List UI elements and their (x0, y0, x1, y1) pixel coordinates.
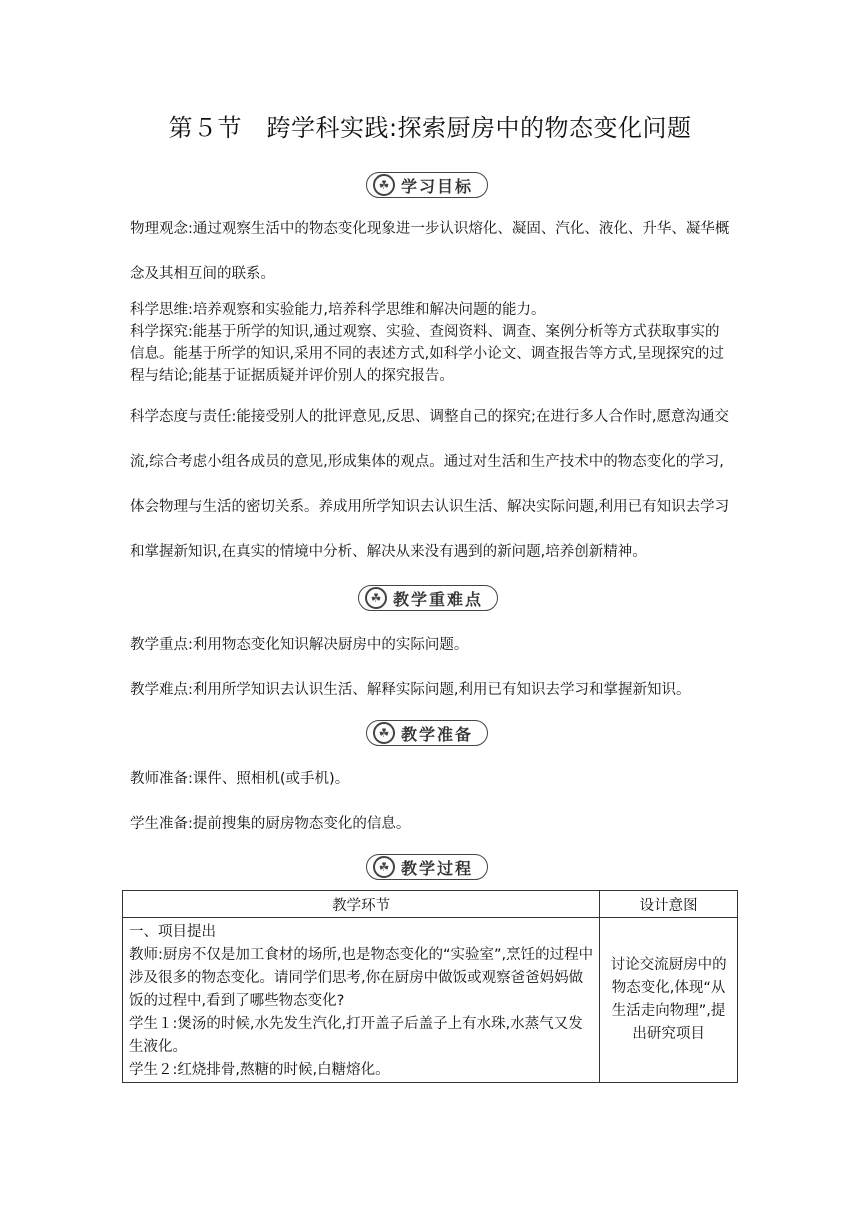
table-header-row (123, 891, 738, 918)
preparation-student: 学生准备:提前搜集的厨房物态变化的信息。 (130, 816, 411, 832)
section-title: 学习目标 (401, 176, 474, 196)
preparation-teacher: 教师准备:课件、照相机(或手机)。 (130, 771, 350, 787)
header-teaching-step: 教学环节 (123, 891, 600, 918)
book-icon: ☘ (373, 722, 395, 744)
header-design-intent: 设计意图 (600, 891, 738, 918)
design-intent-cell: 讨论交流厨房中的物态变化,体现“从生活走向物理”,提出研究项目 (600, 918, 738, 1083)
page-title: 第５节 跨学科实践:探索厨房中的物态变化问题 (168, 114, 692, 142)
teaching-step-cell (123, 918, 600, 1083)
objective-attitude: 科学态度与责任:能接受别人的批评意见,反思、调整自己的探究;在进行多人合作时,愿意沟通交流,综合考虑小组各成员的意见,形成集体的观点。通过对生活和生产技术中的物态变化的学习,体会物理与生活的密切关系。养成用所学知识去认识生活、解决实际问题,利用已有知识去学习和掌握新知识,在真实的情境中分析、解决从来没有遇到的新问题,培养创新精神。 (130, 409, 730, 560)
student-answer-2: 学生２:红烧排骨,熬糖的时候,白糖熔化。 (129, 1062, 390, 1078)
section-title: 教学重难点 (393, 589, 484, 609)
table-row (123, 918, 738, 1083)
step-heading: 一、项目提出 (129, 924, 216, 940)
key-point-difficulty: 教学难点:利用所学知识去认识生活、解释实际问题,利用已有知识去学习和掌握新知识。 (130, 682, 691, 698)
book-icon: ☘ (373, 174, 395, 196)
section-badge-objectives (366, 172, 488, 198)
section-badge-key-points (358, 585, 498, 611)
objective-science-inquiry: 科学探究:能基于所学的知识,通过观察、实验、查阅资料、调查、案例分析等方式获取事实的信息。能基于所学的知识,采用不同的表述方式,如科学小论文、调查报告等方式,呈现探究的过程与结论;能基于证据质疑并评价别人的探究报告。 (130, 324, 724, 384)
student-answer-1: 学生１:煲汤的时候,水先发生汽化,打开盖子后盖子上有水珠,水蒸气又发生液化。 (129, 1016, 583, 1055)
key-point-focus: 教学重点:利用物态变化知识解决厨房中的实际问题。 (130, 637, 469, 653)
book-icon: ☘ (365, 587, 387, 609)
teacher-prompt: 教师:厨房不仅是加工食材的场所,也是物态变化的“实验室”,烹饪的过程中涉及很多的物态变化。请同学们思考,你在厨房中做饭或观察爸爸妈妈做饭的过程中,看到了哪些物态变化? (129, 947, 594, 1009)
section-badge-preparation (366, 720, 488, 746)
teaching-process-table (122, 890, 738, 1083)
objective-science-thinking: 科学思维:培养观察和实验能力,培养科学思维和解决问题的能力。 (130, 302, 546, 318)
book-icon: ☘ (373, 856, 395, 878)
section-badge-process (366, 854, 488, 880)
objective-physics-concept: 物理观念:通过观察生活中的物态变化现象进一步认识熔化、凝固、汽化、液化、升华、凝华概念及其相互间的联系。 (130, 221, 730, 282)
section-title: 教学准备 (401, 724, 474, 744)
section-title: 教学过程 (401, 858, 474, 878)
